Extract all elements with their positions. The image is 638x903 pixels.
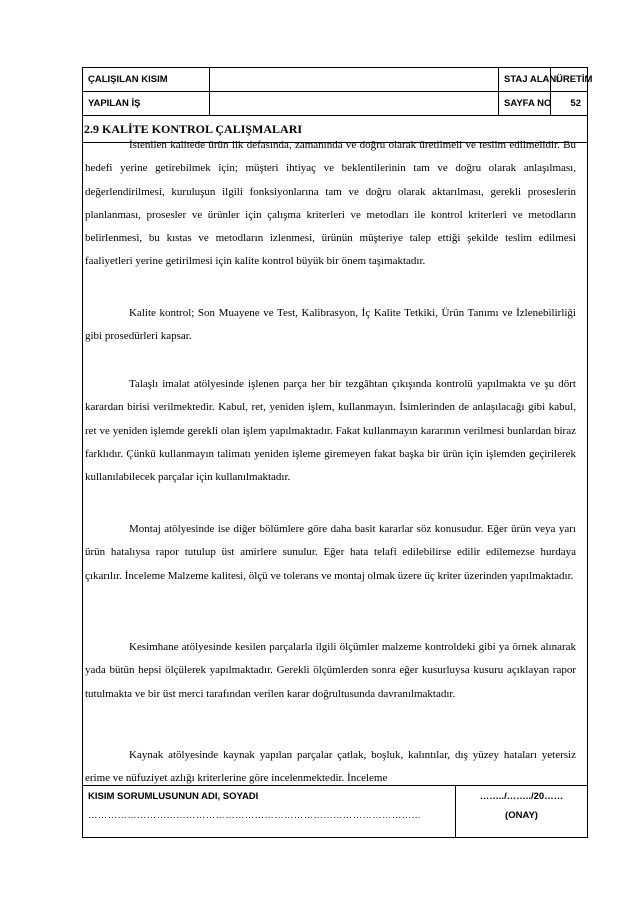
- approval-label: (ONAY): [505, 810, 538, 821]
- work-done-label: YAPILAN İŞ: [83, 92, 210, 115]
- page-no-label: SAYFA NO: [499, 92, 551, 115]
- paragraph-cutting: Kesimhane atölyesinde kesilen parçalarla ilgili ölçümler malzeme kontroldeki gibi ya örnek alınarak yada bütün hepsi ölçülerek yapılmaktadır. Gerekli ölçümlerden sonra eğer kusurluysa kusuru açıklayan rapor tutulmakta ve bir üst merci tarafından verilen karar doğrultusunda davranılmaktadır.: [85, 641, 576, 700]
- paragraph-intro: İstenilen kalitede ürün ilk defasında, zamanında ve doğru olarak üretilmeli ve teslim edilmelidir. Bu hedefi yerine getirebilmek için; müşteri ihtiyaç ve beklentilerinin tam ve doğru olarak anlaşılması, değerlendirilmesi, kuruluşun ilgili fonksiyonlarına tam ve doğru olarak aktarılması, gerekli proseslerin planlanması, prosesler ve ürünler için çalışma kriterleri ve metodları ile kontrol kriterleri ve metodların belirlenmesi, bu kıstas ve metodların izlenmesi, ürünün müşteriye talep ettiği şekilde teslim edilmesi faaliyetleri yerine getirilmesi için kalite kontrol büyük bir önem taşımaktadır.: [85, 139, 576, 268]
- internship-area-label: STAJ ALANI: [499, 68, 551, 91]
- responsible-label: KISIM SORUMLUSUNUN ADI, SOYADI: [88, 791, 259, 802]
- page-no-value: 52: [570, 98, 581, 109]
- paragraph-scope: Kalite kontrol; Son Muayene ve Test, Kalibrasyon, İç Kalite Tetkiki, Ürün Tanımı ve İzlenebilirliği gibi prosedürleri kapsar.: [85, 307, 576, 343]
- responsible-cell: [83, 786, 456, 837]
- content-area: [83, 116, 587, 785]
- department-value: [210, 68, 499, 91]
- department-label: ÇALIŞILAN KISIM: [83, 68, 210, 91]
- form-frame: [82, 67, 593, 838]
- signature-line: …………………………………………………………………………………………: [88, 810, 422, 821]
- signature-footer: [83, 785, 587, 837]
- internship-area-value: ÜRETİM: [556, 74, 593, 85]
- header-row-2: [83, 92, 587, 116]
- approval-date: ……../……../20……: [479, 791, 564, 802]
- work-done-value: [210, 92, 499, 115]
- paragraph-welding: Kaynak atölyesinde kaynak yapılan parçalar çatlak, boşluk, kalıntılar, dış yüzey hataları yetersiz erime ve nüfuziyet azlığı kriterlerine göre incelenmektedir. İnceleme: [85, 749, 576, 785]
- paragraph-machining: Talaşlı imalat atölyesinde işlenen parça her bir tezgâhtan çıkışında kontrolü yapılmakta ve şu dört karardan birisi verilmektedir. Kabul, ret, yeniden işlem, kullanmayın. İsimlerinden de anlaşılacağı gibi kabul, ret ve yeniden işlemde gerekli olan işlem yapılmaktadır. Fakat kullanmayın kararının verilmesi bunlardan biraz farklıdır. Çünkü kullanmayın talimatı yeniden işleme giremeyen fakat başka bir ürün için işlemden geçirilerek kullanılabilecek parçalar için kullanılmaktadır.: [85, 378, 576, 484]
- section-title: 2.9 KALİTE KONTROL ÇALIŞMALARI: [84, 122, 303, 136]
- paragraph-assembly: Montaj atölyesinde ise diğer bölümlere göre daha basit kararlar söz konusudur. Eğer ürün veya yarı ürün hatalıysa rapor tutulup üst amirlere sunulur. Eğer hata telafi edilebilirse edilir edilemezse hurdaya çıkarılır. İnceleme Malzeme kalitesi, ölçü ve tolerans ve montaj olmak üzere üç kriter üzerinden yapılmaktadır.: [85, 523, 576, 582]
- header-row-1: [83, 68, 593, 92]
- approval-cell: [456, 786, 587, 837]
